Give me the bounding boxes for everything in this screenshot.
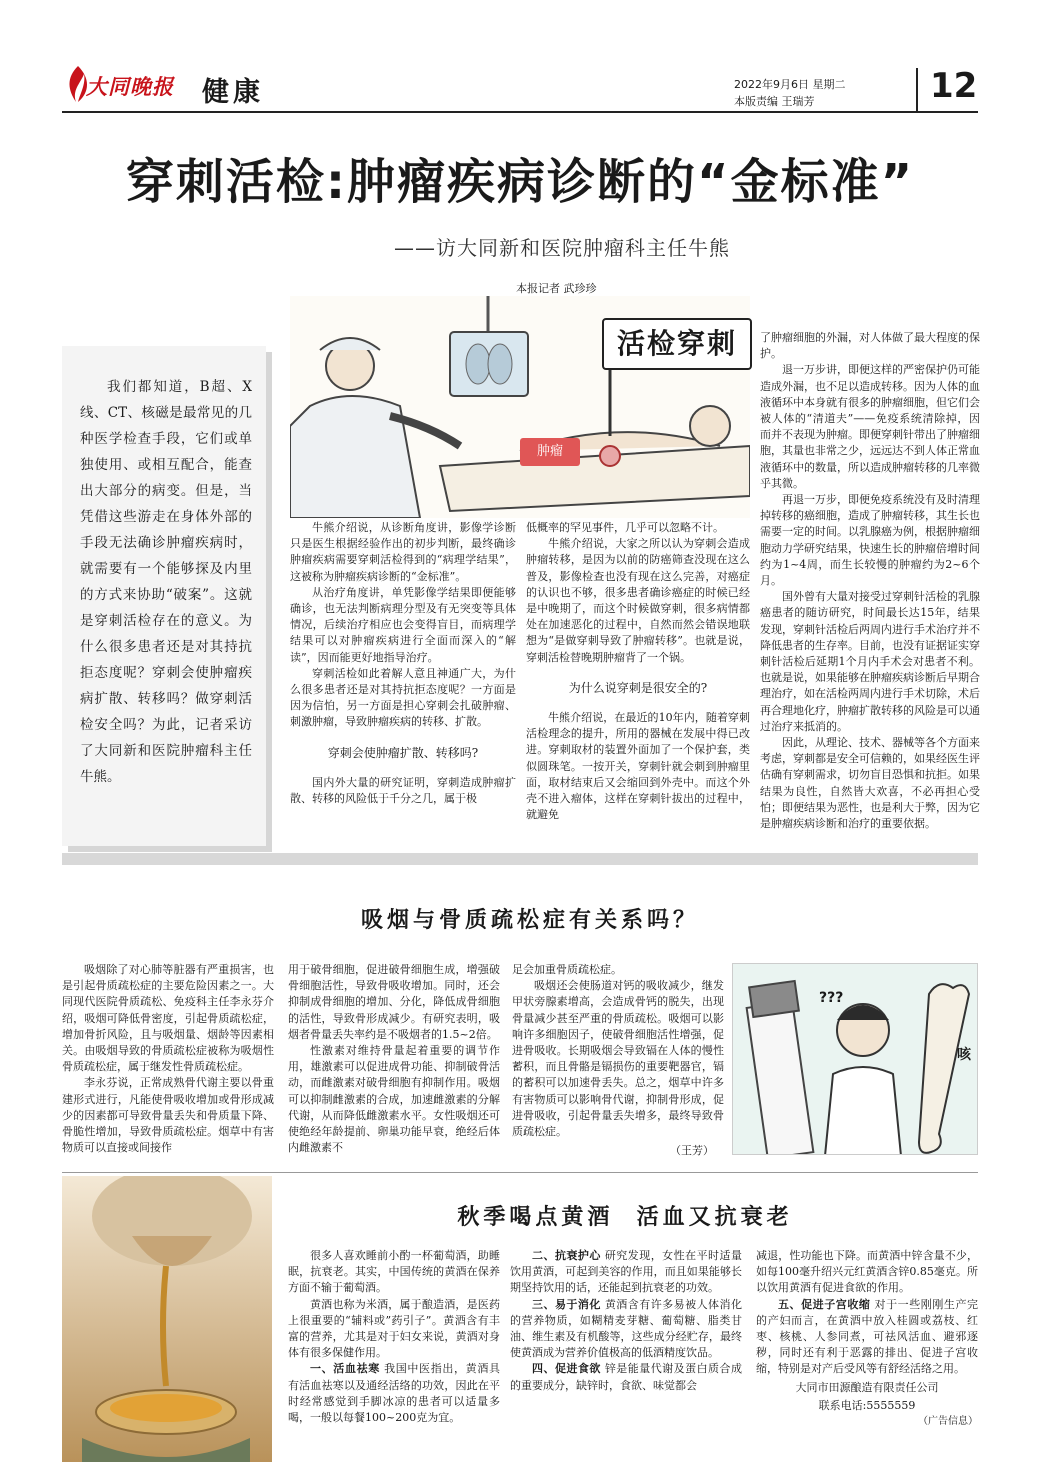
intro-text: 我们都知道，B超、X线、CT、核磁是最常见的几种医学检查手段，它们或单独使用、或相互配合，能查出大部分的病变。但是，当凭借这些游走在身体外部的手段无法确诊肿瘤疾病时，就需要有一个能够探及内里的方式来协助“破案”。这就是穿刺活检存在的意义。为什么很多患者还是对其持抗拒态度呢？穿刺会使肿瘤疾病扩散、转移吗？做穿刺活检安全吗？为此，记者采访了大同新和医院肿瘤科主任牛熊。 — [80, 379, 252, 785]
paragraph: 退一万步讲，即便这样的严密保护仍可能造成外漏，也不足以造成转移。因为人体的血液循环中本身就有很多的肿瘤细胞，但它们会被人体的“清道夫”——免疫系统清除掉，因而并不表现为肿瘤。即便穿刺针带出了肿瘤细胞，其量也非常之少，远远达不到人体正常血液循环中的数量，所以造成肿瘤转移的几率微乎其微。 — [760, 363, 980, 490]
paragraph-lead: 一、活血祛寒 — [310, 1362, 380, 1376]
paragraph: 国内外大量的研究证明，穿刺造成肿瘤扩散、转移的风险低于千分之几，属于极 — [290, 775, 516, 806]
paragraph: 牛熊介绍说，大家之所以认为穿刺会造成肿瘤转移，是因为以前的防癌筛查没现在这么普及，影像检查也没有现在这么完善，对癌症的认识也不够，很多患者确诊癌症的时候已经是中晚期了，而这个时候做穿刺，很多病情都处在加速恶化的过程中，自然而然会错误地联想为“是做穿刺导致了肿瘤转移”。也就是说，穿刺活检替晚期肿瘤背了一个锅。 — [526, 537, 750, 664]
paragraph-body: 研究发现，女性在平时适量饮用黄酒，可起到美容的作用，而且如果能够长期坚持饮用的话，还能起到抗衰老的功效。 — [510, 1249, 743, 1295]
smoking-illustration — [732, 963, 978, 1155]
article1-column-2 — [526, 520, 750, 823]
issue-date: 2022年9月6日 星期二 — [734, 78, 846, 91]
paragraph: 低概率的罕见事件，几乎可以忽略不计。 — [526, 521, 724, 534]
paragraph-body: 我国中医指出，黄酒具有活血祛寒以及通经活络的功效，因此在平时经常感觉到手脚冰凉的患者可以适量多喝，一般以每餐100~200克为宜。 — [288, 1362, 500, 1425]
paragraph: 很多人喜欢睡前小酌一杯葡萄酒，助睡眠，抗衰老。其实，中国传统的黄酒在保养方面不输于葡萄酒。 — [288, 1249, 500, 1295]
paragraph — [510, 1248, 742, 1297]
paragraph: 黄酒也称为米酒，属于酿造酒，是医药上很重要的“辅料或”药引子”。黄酒含有丰富的营养，尤其是对于妇女来说，黄酒对身体有很多保健作用。 — [288, 1297, 500, 1360]
paragraph: 足会加重骨质疏松症。 — [512, 963, 622, 976]
main-subhead: ——访大同新和医院肿瘤科主任牛熊 — [394, 236, 730, 260]
paragraph: 国外曾有大量对接受过穿刺针活检的乳腺癌患者的随访研究，时间最长达15年，结果发现，穿刺针活检后两周内进行手术治疗并不降低患者的生存率。目前，也没有证据证实穿刺针活检后延期1个月内手术会对患者不利。也就是说，如果能够在肿瘤疾病诊断后早期合理治疗，如在活检两周内进行手术切除，术后再合理地化疗，肿瘤扩散转移的风险是可以通过治疗来抵消的。 — [760, 590, 980, 733]
paragraph-lead: 五、促进子宫收缩 — [778, 1297, 871, 1311]
company-phone: 联系电话:5555559 — [818, 1398, 916, 1412]
page-number: 12 — [930, 66, 978, 106]
subheading: 为什么说穿刺是很安全的? — [568, 680, 708, 695]
byline: 本报记者 武珍珍 — [516, 282, 597, 295]
article2-column-1 — [62, 962, 274, 1156]
paragraph: 了肿瘤细胞的外漏，对人体做了最大程度的保护。 — [760, 331, 980, 361]
cough-text: 咳 — [957, 1047, 971, 1063]
newspaper-logo — [62, 62, 188, 108]
question-marks: ??? — [819, 990, 844, 1006]
paragraph-body: 锌是能量代谢及蛋白质合成的重要成分，缺锌时，食欲、味觉都会 — [510, 1362, 743, 1392]
paragraph: 牛熊介绍说，从诊断角度讲，影像学诊断只是医生根据经验作出的初步判断，最终确诊肿瘤疾病需要穿刺活检得到的“病理学结果”，这被称为肿瘤疾病诊断的“金标准”。 — [290, 521, 516, 583]
article1-column-1 — [290, 520, 516, 807]
paragraph: 吸烟还会使肠道对钙的吸收减少，继发甲状旁腺素增高，会造成骨钙的脱失，出现骨量减少甚至严重的骨质疏松。吸烟可以影响许多细胞因子，使破骨细胞活性增强，促进骨吸收。长期吸烟会导致镉在人体的慢性蓄积，而且骨骼是镉损伤的重要靶器官，镉的蓄积可以加速骨丢失。总之，烟草中许多有害物质可以影响骨代谢，抑制骨形成，促进骨吸收，引起骨量丢失增多，最终导致骨质疏松症。 — [512, 979, 724, 1139]
intro-box — [62, 346, 266, 846]
article3-headline: 秋季喝点黄酒 活血又抗衰老 — [457, 1205, 793, 1230]
pouring-wine-icon — [62, 1176, 272, 1462]
paragraph — [288, 1361, 500, 1426]
paragraph — [756, 1297, 978, 1378]
section-divider-band — [62, 853, 978, 865]
rice-wine-photo — [62, 1176, 272, 1462]
article2-headline: 吸烟与骨质疏松症有关系吗？ — [360, 908, 699, 933]
article2-column-2 — [288, 962, 500, 1156]
paragraph: 用于破骨细胞，促进破骨细胞生成，增强破骨细胞活性，导致骨吸收增加。同时，还会抑制成骨细胞的增加、分化，降低成骨细胞的活性，导致骨形成减少。有研究表明，吸烟者骨量丢失率约是不吸烟者的1.5~2倍。 — [288, 963, 500, 1041]
paragraph-body: 黄酒含有许多易被人体消化的营养物质，如糊精麦芽糖、葡萄糖、脂类甘油、维生素及有机酸等，这些成分经贮存，最终使黄酒成为营养价值极高的低酒精度饮品。 — [510, 1297, 743, 1360]
section-title: 健康 — [202, 77, 264, 108]
illustration-title: 活检穿刺 — [602, 318, 752, 370]
ad-note: （广告信息） — [918, 1416, 978, 1428]
article1-column-3 — [760, 330, 980, 832]
article3-column-3 — [756, 1248, 978, 1430]
article2-column-3 — [512, 962, 724, 1140]
paragraph: 牛熊介绍说，在最近的10年内，随着穿刺活检理念的提升，所用的器械在发展中得已改进。穿刺取材的装置外面加了一个保护套，类似圆珠笔。一按开关，穿刺针就会刺到肿瘤里面，取材结束后又会缩回到外壳中。而这个外壳不进入瘤体，这样在穿刺针拔出的过程中，就避免 — [526, 711, 750, 822]
paragraph: 性激素对维持骨量起着重要的调节作用，雄激素可以促进成骨功能、抑制破骨活动，而雌激素对破骨细胞有抑制作用。吸烟可以抑制雌激素的合成，加速雌激素的分解代谢，从而降低雌激素水平。女性吸烟还可使绝经年龄提前、卵巢功能早衰，绝经后体内雌激素不 — [288, 1044, 500, 1155]
paragraph-lead: 四、促进食欲 — [532, 1362, 601, 1376]
header-divider — [916, 68, 918, 112]
logo-text: 大同晚报 — [86, 74, 174, 99]
paragraph: 从治疗角度讲，单凭影像学结果即便能够确诊，也无法判断病理分型及有无突变等具体情况，后续治疗相应也会变得盲目，而病理学结果可以对肿瘤疾病进行全面而深入的“解读”，因而能更好地指导治疗。 — [290, 585, 516, 664]
cigarette-doctor-bone-icon — [733, 964, 978, 1155]
paragraph — [510, 1297, 742, 1362]
article2-credit: （王芳） — [670, 1144, 714, 1157]
paragraph: 穿刺活检如此着解人意且神通广大，为什么很多患者还是对其持抗拒态度呢？一方面是因为信怕，另一方面是担心穿刺会扎破肿瘤、刺激肿瘤，导致肿瘤疾病的转移、扩散。 — [290, 666, 516, 729]
paragraph-lead: 三、易于消化 — [532, 1297, 601, 1311]
article3-column-2 — [510, 1248, 742, 1394]
subheading: 穿刺会使肿瘤扩散、转移吗? — [327, 745, 479, 760]
section-divider-rule — [62, 1172, 978, 1173]
page-editor: 本版责编 王瑞芳 — [734, 95, 815, 108]
company-name: 大同市田源酿造有限责任公司 — [795, 1380, 939, 1394]
header-rule — [62, 111, 978, 113]
main-headline: 穿刺活检:肿瘤疾病诊断的“金标准” — [125, 154, 915, 210]
paragraph: 李永芬说，正常成熟骨代谢主要以骨重建形式进行，凡能使骨吸收增加或骨形成减少的因素都可导致骨量丢失和骨质量下降、骨脆性增加，导致骨质疏松症。烟草中有害物质可以直接或间接作 — [62, 1076, 274, 1155]
paragraph-body: 对于一些刚刚生产完的产妇而言，在黄酒中放入桂圆或荔枝、红枣、核桃、人参同煮，可祛风活血、避邪逐秽，同时还有利于恶露的排出、促进子宫收缩，特别是对产后受风等有舒经活络之用。 — [756, 1297, 979, 1376]
paragraph: 吸烟除了对心肺等脏器有严重损害，也是引起骨质疏松症的主要危险因素之一。大同现代医院骨质疏松、免疫科主任李永芬介绍，吸烟可降低骨密度，引起骨质疏松症，增加骨折风险，且与吸烟量、烟龄等因素相关。由吸烟导致的骨质疏松症被称为吸烟性骨质疏松症，属于继发性骨质疏松症。 — [62, 963, 274, 1074]
article3-column-1 — [288, 1248, 500, 1426]
paragraph: 减退，性功能也下降。而黄酒中锌含量不少，如每100毫升绍兴元红黄酒含锌0.85毫克。所以饮用黄酒有促进食欲的作用。 — [756, 1249, 978, 1295]
tumor-label: 肿瘤 — [520, 438, 580, 466]
paragraph: 再退一万步，即便免疫系统没有及时清理掉转移的癌细胞，造成了肿瘤转移，其生长也需要一定的时间。以乳腺癌为例，根据肿瘤细胞动力学研究结果，快速生长的肿瘤倍增时间约为1~4周，而生长较慢的肿瘤约为2~6个月。 — [760, 493, 980, 588]
paragraph: 因此，从理论、技术、器械等各个方面来考虑，穿刺都是安全可信赖的，如果经医生评估确有穿刺需求，切勿盲目恐惧和抗拒。如果结果为良性，自然皆大欢喜，不必再担心受怕；即便结果为恶性，也是利大于弊，因为它是肿瘤疾病诊断和治疗的重要依据。 — [760, 736, 980, 831]
paragraph — [510, 1361, 742, 1393]
paragraph-lead: 二、抗衰护心 — [532, 1249, 601, 1262]
